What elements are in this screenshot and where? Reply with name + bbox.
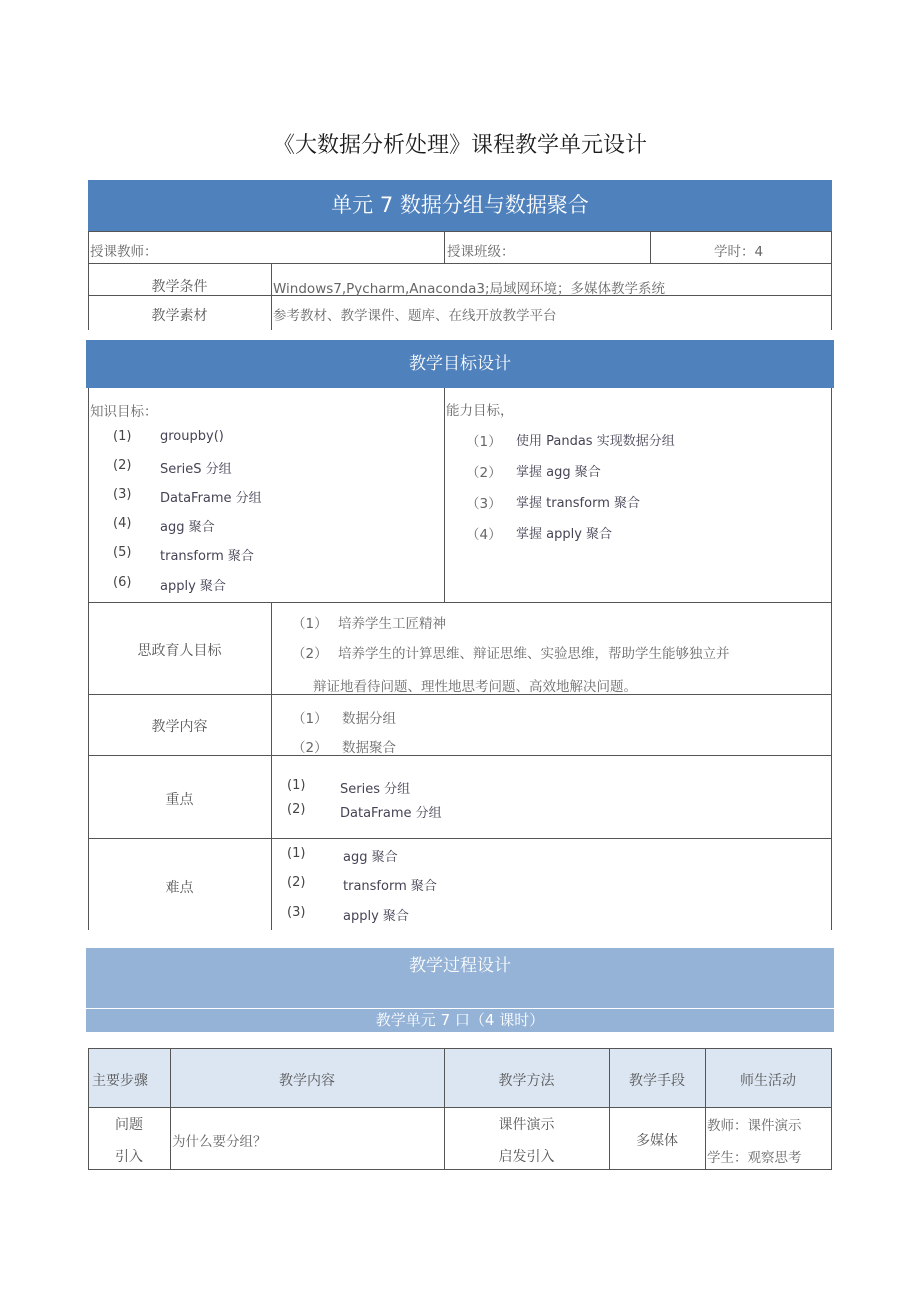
list-item: groupby() [160,429,224,444]
list-item-number: (1) [287,778,306,793]
class-label: 授课班级： [447,244,515,260]
list-item: DataFrame 分组 [340,806,442,821]
list-item-number: （2） [466,465,502,481]
list-item: agg 聚合 [160,520,215,535]
teacher-label: 授课教师： [90,244,158,260]
list-item-number: （1） [292,616,328,632]
list-item: 培养学生的计算思维、辩证思维、实验思维，帮助学生能够独立并 [338,646,730,662]
step-cell-line1: 问题 [115,1117,143,1133]
list-item: 掌握 transform 聚合 [516,496,640,511]
document-title: 《大数据分析处理》课程教学单元设计 [272,133,647,158]
means-cell: 多媒体 [636,1133,678,1149]
unit-title: 单元 7 数据分组与数据聚合 [331,193,589,217]
method-cell-line1: 课件演示 [498,1117,555,1133]
process-unit-banner [86,1009,834,1032]
step-cell-line2: 引入 [115,1149,143,1165]
teaching-content-label: 教学内容 [151,719,208,735]
list-item-number: （1） [466,434,502,450]
list-item: DataFrame 分组 [160,491,262,506]
list-item: 数据分组 [342,711,396,727]
activity-cell-line1: 教师：课件演示 [707,1118,802,1134]
materials-label: 教学素材 [151,308,208,324]
list-item-number: （2） [292,646,328,662]
list-item-number: (5) [113,545,132,560]
method-cell-line2: 启发引入 [498,1149,555,1165]
list-item-number: （4） [466,527,502,543]
key-points-label: 重点 [165,792,194,808]
activity-cell-line2: 学生：观察思考 [707,1150,802,1166]
ability-goal-label: 能力目标， [446,403,514,419]
list-item: 掌握 agg 聚合 [516,465,601,480]
difficult-points-label: 难点 [165,880,194,896]
list-item-number: (2) [287,802,306,817]
list-item-number: (1) [287,846,306,861]
list-item: SerieS 分组 [160,462,232,477]
list-item: 数据聚合 [342,740,396,756]
list-item: Series 分组 [340,782,411,797]
list-item: 使用 Pandas 实现数据分组 [516,434,675,449]
conditions-value: Windows7,Pycharm,Anaconda3;局域网环境；多媒体教学系统 [273,281,666,297]
hours-label: 学时：4 [714,244,764,260]
column-header-method: 教学方法 [498,1073,555,1089]
list-item-number: (2) [113,458,132,473]
list-item-number: （2） [292,740,328,756]
list-item-continuation: 辩证地看待问题、理性地思考问题、高效地解决问题。 [313,679,637,695]
content-cell: 为什么要分组？ [172,1134,267,1150]
list-item: agg 聚合 [343,850,398,865]
list-item-number: （3） [466,496,502,512]
unit-title-banner [88,180,832,231]
list-item: apply 聚合 [160,579,226,594]
process-design-title: 教学过程设计 [409,956,511,976]
list-item: transform 聚合 [160,549,254,564]
ideology-goal-label: 思政育人目标 [137,643,222,659]
list-item: 掌握 apply 聚合 [516,527,613,542]
column-header-content: 教学内容 [279,1073,335,1089]
materials-value: 参考教材、教学课件、题库、在线开放教学平台 [273,308,557,324]
process-design-header [86,948,834,1008]
list-item-number: (6) [113,575,132,590]
list-item-number: （1） [292,711,328,727]
list-item: apply 聚合 [343,909,409,924]
list-item: 培养学生工匠精神 [338,616,446,632]
column-header-activity: 师生活动 [740,1073,796,1089]
list-item-number: (2) [287,875,306,890]
list-item-number: (1) [113,429,132,444]
list-item-number: (3) [113,487,132,502]
goal-design-header [86,340,834,388]
goal-design-title: 教学目标设计 [409,354,511,374]
list-item-number: (3) [287,905,306,920]
knowledge-goal-label: 知识目标： [90,404,158,420]
list-item-number: (4) [113,516,132,531]
process-unit-title: 教学单元 7 口（4 课时） [375,1011,545,1029]
column-header-step: 主要步骤 [92,1073,148,1089]
list-item: transform 聚合 [343,879,437,894]
column-header-means: 教学手段 [629,1073,685,1089]
conditions-label: 教学条件 [151,279,208,295]
